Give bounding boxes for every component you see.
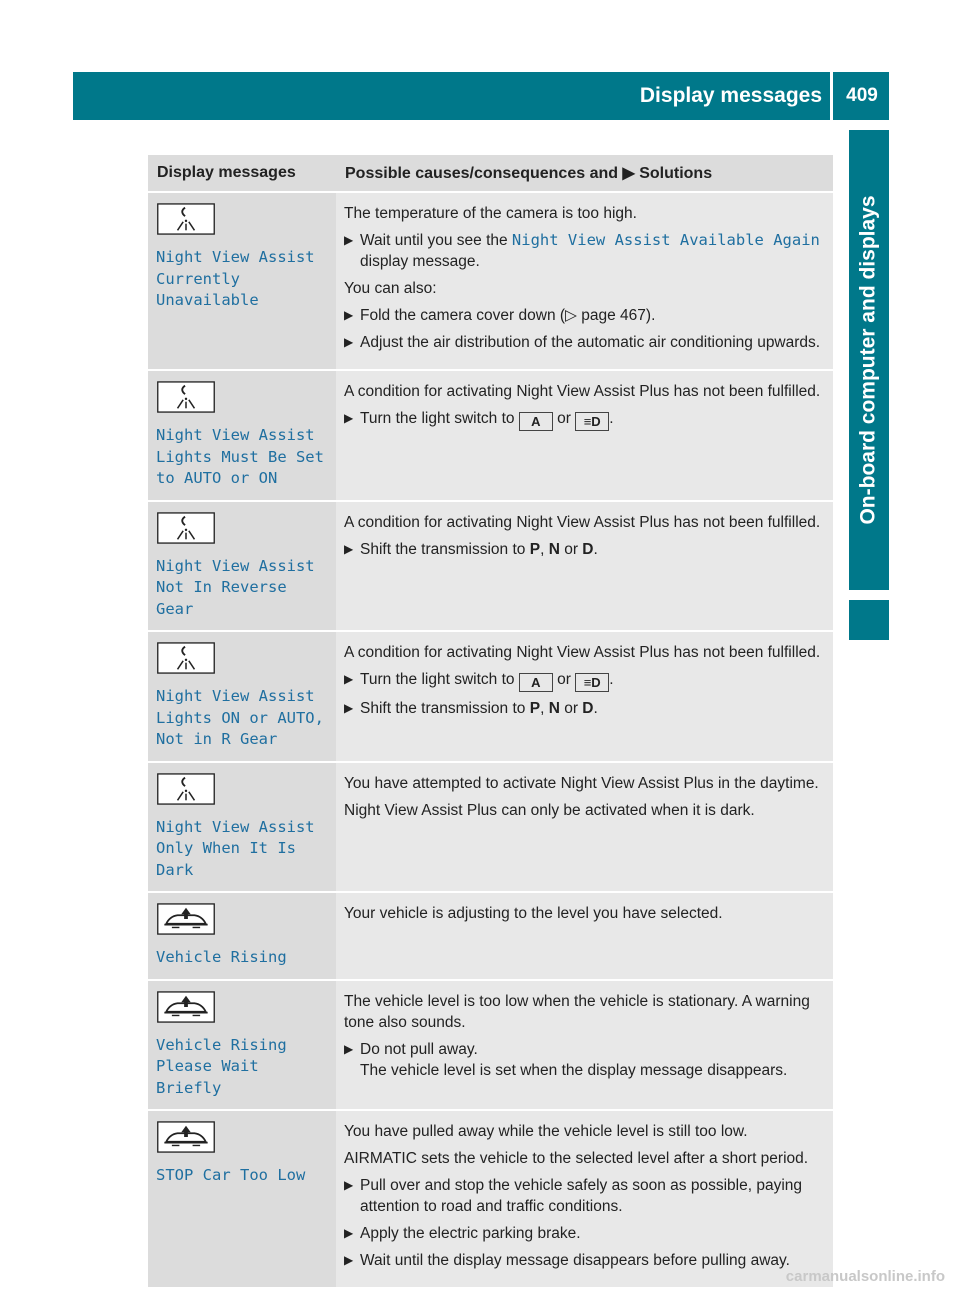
display-message-reference: Night View Assist Available Again xyxy=(511,231,820,249)
solution-cell xyxy=(336,370,833,501)
vehicle-level-icon xyxy=(156,991,216,1023)
step-text: or xyxy=(552,410,576,427)
display-message-text xyxy=(156,556,328,621)
cause-text: You have attempted to activate Night View Assist Plus in the daytime. xyxy=(344,774,819,792)
display-message-cell xyxy=(148,892,336,980)
table-row xyxy=(148,1110,833,1288)
cause-text: The vehicle level is too low when the vehicle is stationary. A warning tone also sounds. xyxy=(344,992,810,1031)
step-text: Turn the light switch to xyxy=(360,671,519,688)
table-row xyxy=(148,762,833,893)
step-arrow-icon: ▶ xyxy=(344,335,354,349)
display-message-text xyxy=(156,947,328,969)
step-arrow-icon: ▶ xyxy=(344,411,354,425)
step-text: Turn the light switch to xyxy=(360,410,519,427)
display-message-text xyxy=(156,425,328,490)
gear-position: N xyxy=(548,700,560,717)
step-text: Pull over and stop the vehicle safely as soon as possible, paying attention to road and traffic conditions. xyxy=(360,1177,803,1215)
solution-step xyxy=(344,1175,827,1217)
step-text: or xyxy=(559,700,583,717)
display-message-line: Night View Assist xyxy=(156,817,315,836)
light-switch-symbol-icon: ≡D xyxy=(575,673,609,692)
night-view-icon xyxy=(156,642,216,674)
night-view-icon xyxy=(156,203,216,235)
vehicle-level-icon xyxy=(156,1121,216,1153)
column-header-messages: Display messages xyxy=(148,155,336,192)
display-message-cell xyxy=(148,631,336,762)
display-message-line: Night View Assist xyxy=(156,248,315,266)
side-tab-label: On-board computer and displays xyxy=(857,195,880,525)
step-text: , xyxy=(540,540,549,558)
solution-step xyxy=(344,305,827,326)
display-message-cell xyxy=(148,370,336,501)
display-message-line: Night View Assist xyxy=(156,426,315,444)
display-message-line: Dark xyxy=(156,860,194,879)
step-text: or xyxy=(559,540,583,558)
display-message-line: Lights ON or AUTO, xyxy=(156,708,324,727)
display-message-line: Please Wait Briefly xyxy=(156,1057,259,1097)
display-message-line: Night View Assist xyxy=(156,687,315,705)
solution-cell xyxy=(336,892,833,980)
cause-text: A condition for activating Night View Assist Plus has not been fulfilled. xyxy=(344,383,821,400)
display-message-line: Not in R Gear xyxy=(156,730,278,748)
step-text: Do not pull away. xyxy=(360,1040,478,1058)
step-text: . xyxy=(593,700,598,717)
gear-position: D xyxy=(582,540,594,558)
cause-text: The temperature of the camera is too high. xyxy=(344,205,637,222)
display-message-line: Unavailable xyxy=(156,291,259,309)
display-message-line: Lights Must Be Set xyxy=(156,447,324,466)
side-tab-label-wrap xyxy=(849,130,889,590)
solution-cell xyxy=(336,631,833,762)
display-message-line: Not In Reverse Gear xyxy=(156,578,287,618)
table-row xyxy=(148,980,833,1111)
display-message-text xyxy=(156,1165,328,1187)
display-message-text xyxy=(156,686,328,751)
side-tab-marker xyxy=(849,600,889,640)
night-view-icon xyxy=(156,773,216,805)
solution-cell xyxy=(336,762,833,893)
table-row xyxy=(148,192,833,370)
gear-position: P xyxy=(529,700,541,717)
display-message-cell xyxy=(148,192,336,370)
step-text: Shift the transmission to xyxy=(360,700,530,717)
night-view-icon xyxy=(156,381,216,413)
table-row xyxy=(148,501,833,632)
display-message-text xyxy=(156,1035,328,1100)
column-header-solutions: Possible causes/consequences and ▶ Solutions xyxy=(336,155,833,192)
solution-cell xyxy=(336,1110,833,1288)
step-arrow-icon: ▶ xyxy=(344,1253,354,1267)
cause-text: You can also: xyxy=(344,280,437,297)
step-arrow-icon: ▶ xyxy=(344,701,354,715)
step-arrow-icon: ▶ xyxy=(344,672,354,686)
step-arrow-icon: ▶ xyxy=(344,541,354,556)
display-message-text xyxy=(156,817,328,882)
light-switch-symbol-icon: ≡D xyxy=(575,412,609,431)
table-row xyxy=(148,631,833,762)
display-message-line: Vehicle Rising xyxy=(156,948,287,966)
step-text: display message. xyxy=(360,253,480,270)
step-arrow-icon: ▶ xyxy=(344,1178,354,1192)
table-row xyxy=(148,892,833,980)
solution-step xyxy=(344,408,827,431)
step-text: Wait until the display message disappears before pulling away. xyxy=(360,1252,790,1269)
cause-text: Your vehicle is adjusting to the level you have selected. xyxy=(344,905,723,922)
display-message-cell xyxy=(148,980,336,1111)
display-message-line: STOP Car Too Low xyxy=(156,1166,306,1184)
solution-step xyxy=(344,669,827,692)
solution-step xyxy=(344,230,827,272)
display-message-cell xyxy=(148,1110,336,1288)
gear-position: P xyxy=(529,540,541,558)
step-text: . xyxy=(593,540,598,558)
solution-step xyxy=(344,332,827,353)
step-text: Shift the transmission to xyxy=(360,540,530,558)
step-note: The vehicle level is set when the display message disappears. xyxy=(360,1061,788,1079)
display-messages-table xyxy=(148,155,833,1289)
display-message-cell xyxy=(148,501,336,632)
display-message-line: Night View Assist xyxy=(156,556,315,575)
page-number: 409 xyxy=(846,85,878,106)
solution-step xyxy=(344,698,827,719)
solution-step xyxy=(344,1223,827,1244)
cause-text: AIRMATIC sets the vehicle to the selected level after a short period. xyxy=(344,1150,809,1167)
light-switch-symbol-icon: A xyxy=(519,673,553,692)
display-message-line: Only When It Is xyxy=(156,839,296,857)
display-message-text xyxy=(156,247,328,312)
step-arrow-icon: ▶ xyxy=(344,1041,354,1056)
solution-step xyxy=(344,539,827,560)
cause-text: You have pulled away while the vehicle level is still too low. xyxy=(344,1123,748,1140)
cause-text: A condition for activating Night View Assist Plus has not been fulfilled. xyxy=(344,513,821,531)
step-arrow-icon: ▶ xyxy=(344,308,354,322)
step-text: Wait until you see the xyxy=(360,232,512,249)
solution-cell xyxy=(336,192,833,370)
step-text: . xyxy=(609,410,614,427)
step-text: , xyxy=(540,700,549,717)
gear-position: N xyxy=(548,540,560,558)
step-arrow-icon: ▶ xyxy=(344,1226,354,1240)
display-message-line: Vehicle Rising xyxy=(156,1035,287,1054)
header-divider xyxy=(830,72,833,120)
table-header-row xyxy=(148,155,833,192)
step-text: Fold the camera cover down (▷ page 467). xyxy=(360,307,656,324)
table-row xyxy=(148,370,833,501)
solution-cell xyxy=(336,980,833,1111)
gear-position: D xyxy=(582,700,594,717)
light-switch-symbol-icon: A xyxy=(519,412,553,431)
page-header xyxy=(73,72,889,120)
display-message-line: to AUTO or ON xyxy=(156,469,278,487)
page-title: Display messages xyxy=(639,84,822,107)
display-message-cell xyxy=(148,762,336,893)
night-view-icon xyxy=(156,512,216,544)
solution-cell xyxy=(336,501,833,632)
cause-text: Night View Assist Plus can only be activated when it is dark. xyxy=(344,801,755,819)
step-text: or xyxy=(552,671,576,688)
cause-text: A condition for activating Night View Assist Plus has not been fulfilled. xyxy=(344,644,821,661)
display-message-line: Currently xyxy=(156,269,240,288)
step-arrow-icon: ▶ xyxy=(344,233,354,247)
watermark: carmanualsonline.info xyxy=(785,1268,945,1285)
vehicle-level-icon xyxy=(156,903,216,935)
solution-step xyxy=(344,1039,827,1081)
step-text: Adjust the air distribution of the automatic air conditioning upwards. xyxy=(360,334,821,351)
step-text: . xyxy=(609,671,614,688)
step-text: Apply the electric parking brake. xyxy=(360,1225,581,1242)
